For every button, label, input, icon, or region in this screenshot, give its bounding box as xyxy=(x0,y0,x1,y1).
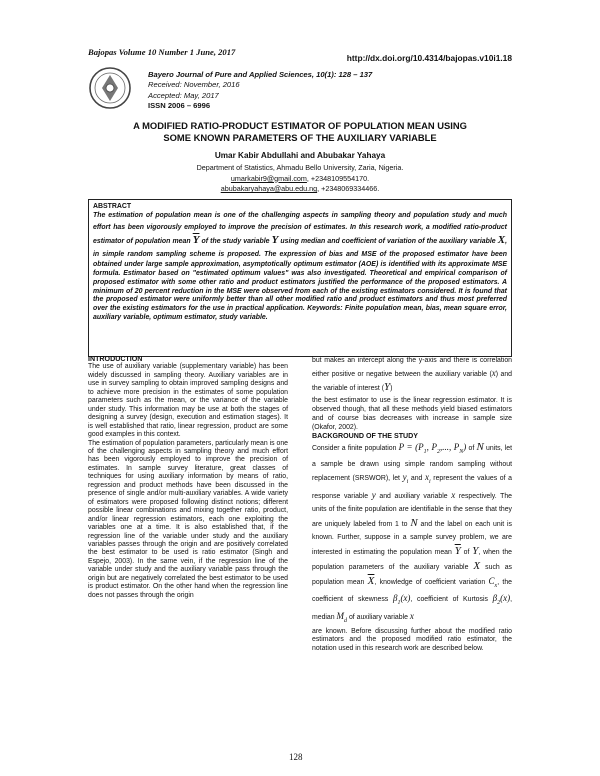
intro-continued xyxy=(312,355,512,396)
intro-r2a: auxiliary variable ( xyxy=(435,371,492,379)
abstract-box xyxy=(88,199,512,357)
math-y-inline: Y xyxy=(384,381,391,394)
bg-b4d: such as population mean xyxy=(312,563,513,586)
math-n: N xyxy=(476,440,484,453)
intro-paragraph-1: The use of auxiliary variable (supplementary variable) has been widely discussed in sampling theory. Auxiliary variables are in use in survey sampling to obtain improved sampling designs and to achieve more precision in the estimates of some population parameters such as the mean, or the variance of the variable under study. This information may be use at both the stages of designing a survey (design, execution and estimation stages). It is well established that ratio, linear regression, product are some good examples in this context. xyxy=(88,363,288,439)
math-x: X xyxy=(497,233,506,246)
phone-1: , +2348109554170. xyxy=(306,173,370,183)
math-y-small: y xyxy=(371,490,376,501)
page-number: 128 xyxy=(289,752,303,762)
abstract-p3c: , in simple xyxy=(93,237,508,258)
bg-b4a: population mean xyxy=(399,548,452,556)
bg-b2b: and xyxy=(410,475,423,483)
journal-info xyxy=(148,70,372,112)
bg-b4h: , median xyxy=(312,596,513,622)
abstract-p1: The estimation of population mean is one of the challenging aspects in sampling theory and population study and much effort has been vigorously employed to improve the precision of xyxy=(93,211,507,231)
math-md: $M_d$ xyxy=(336,611,348,624)
bg-b1b: of xyxy=(468,444,475,452)
bg-b3d: and the label on each unit is known. Further, suppose in a sample survey problem, we are interested in estimating the xyxy=(312,521,512,556)
issn: ISSN 2006 – 6996 xyxy=(148,101,211,111)
doi-link[interactable]: http://dx.doi.org/10.4314/bajopas.v10i1.18 xyxy=(346,53,512,63)
left-column xyxy=(88,355,288,600)
bg-b4c: , when the population parameters of the auxiliary variable xyxy=(312,548,513,571)
math-y-2: Y xyxy=(472,544,479,557)
abstract-p4: random sampling scheme is proposed. The expression of bias and MSE of the proposed estimator have been obtained under large sample approximation, asymptotically optimum estimator (AOE) is identified with its approximate MSE formula. Estimator based on "estimated optimum values" was also investigated. Theoretical and empirical comparison of proposed estimator with some other ratio and product estimators justified the performance of the proposed estimators. A minimum of 20 percent reduction in the MSE were observed from each of the existing estimators considered. It is found that the proposed estimator were uniformly better than all other modified ratio and product estimators and thus most preferred over the existing estimators for the use in practical application. xyxy=(93,250,507,313)
journal-issue-header: Bajopas Volume 10 Number 1 June, 2017 xyxy=(88,47,236,57)
math-population: $P = (P_1$, $P_2$,..., $P_N$) xyxy=(398,441,467,455)
bg-b4g: , coefficient of Kurtosis xyxy=(410,596,488,604)
bg-b3b: and auxiliary variable xyxy=(379,493,448,501)
contact-1 xyxy=(88,174,512,185)
bg-b2a: units, let a sample be drawn using simple random sampling without replacement (SRSWOR), let xyxy=(312,444,513,483)
math-xi: $x_i$ xyxy=(425,472,431,486)
journal-logo-icon xyxy=(88,66,132,110)
bg-b3c: respectively. The units of the finite population are identifiable in the sense that they are uniquely labeled from 1 to xyxy=(312,493,513,528)
article-title xyxy=(88,120,512,144)
bg-b4b: of xyxy=(463,548,470,556)
journal-name: Bayero Journal of Pure and Applied Sciences, 10(1): 128 – 137 xyxy=(148,70,373,79)
abstract-p2b: of the xyxy=(201,237,221,245)
accepted-date: Accepted: May, 2017 xyxy=(148,90,219,100)
introduction-heading: INTRODUCTION xyxy=(88,355,143,363)
contact-2 xyxy=(88,184,512,195)
math-xbar: $\overline{X}$ xyxy=(367,574,375,587)
math-n-2: N xyxy=(410,517,418,529)
email-link-1[interactable]: umarkabir9@gmail.com xyxy=(230,173,307,183)
intro-r1: but makes an intercept along the y-axis and there is correlation either positive or negative between the xyxy=(312,357,512,379)
math-ybar-2: $\overline{Y}$ xyxy=(454,544,461,557)
math-x-inline: x xyxy=(491,368,496,379)
math-beta1: $\beta_1(x)$ xyxy=(392,593,411,607)
bg-b4e: , knowledge of coefficient variation xyxy=(374,578,486,586)
intro-paragraph-2: The estimation of population parameters, particularly mean is one of the challenging aspects in sampling theory and much effort has been vigorously employed to improve the precision of estimates. In sample survey literature, great classes of techniques for using auxiliary information by means of ratio, regression and product methods have been discussed in the presence of single and/or multi-auxiliary variables. A wide variety of estimators were proposed following distinct notions; different possible linear combinations and mixing together ratio, product, and/or linear regression estimators, each one exploiting the variables one at a time. It is also established that, if the regression line of the variable under study and the auxiliary variables passes through the origin and are positively correlated the best estimator to be used is ratio estimator (Singh and Espejo, 2003). In the same vein, if the regression line of the variable under study and the auxiliary variable pass through the origin but are negatively correlated the best estimator to be used is product estimator. On the other hand when the regression line does not passes through the origin xyxy=(88,439,288,599)
background-paragraph xyxy=(312,441,512,628)
math-ybar: $\overline{Y}$ xyxy=(192,233,200,246)
math-y: Y xyxy=(271,233,279,246)
authors: Umar Kabir Abdullahi and Abubakar Yahaya xyxy=(214,151,386,160)
math-x-2: X xyxy=(473,559,481,572)
background-heading: BACKGROUND OF THE STUDY xyxy=(312,432,419,441)
math-x-small: x xyxy=(451,490,456,501)
abstract-p3b: using median and coefficient of variation of the auxiliary variable xyxy=(280,237,496,245)
abstract-heading: ABSTRACT xyxy=(93,203,132,210)
email-link-2[interactable]: abubakaryahaya@abu.edu.ng xyxy=(220,184,318,194)
bg-b1a: Consider a finite population xyxy=(312,444,397,452)
math-yi: $y_i$ xyxy=(402,472,409,486)
intro-r2c: ) and the variable of interest ( xyxy=(312,371,512,393)
bg-b4f: , the coefficient of skewness xyxy=(312,578,512,604)
abstract-p3a: study variable xyxy=(222,237,270,245)
bg-b4i: of auxiliary variable xyxy=(348,614,408,622)
bg-b3a: represent the values of a response variable xyxy=(312,475,512,501)
title-line-2: SOME KNOWN PARAMETERS OF THE AUXILIARY VARIABLE xyxy=(163,132,437,143)
phone-2: , +2348069334466. xyxy=(317,184,380,194)
intro-r3: the best estimator to use is the linear regression estimator. It is observed though, that all these methods yield biased estimators and of course bias decreases with increase in sample size (Okafor, 2002). xyxy=(312,396,512,432)
affiliation-block xyxy=(88,163,512,195)
abstract-text xyxy=(93,212,507,323)
math-cx: $C_x$ xyxy=(488,575,498,589)
intro-r2d: ) xyxy=(390,385,393,393)
affiliation: Department of Statistics, Ahmadu Bello University, Zaria, Nigeria. xyxy=(196,163,404,172)
right-column xyxy=(312,355,512,653)
math-x-3: x xyxy=(409,611,414,622)
title-line-1: A MODIFIED RATIO-PRODUCT ESTIMATOR OF POPULATION MEAN USING xyxy=(133,120,467,131)
abstract-p2a: estimates. In this research work, a modified ratio-product estimator of population mean xyxy=(93,223,507,245)
bg-b4j: are known. Before discussing further about the modified ratio estimators and the proposed modified ratio estimator, the notation used in this research work are described below. xyxy=(312,627,512,652)
math-beta2: $\beta_2(x)$ xyxy=(492,593,511,607)
received-date: Received: November, 2016 xyxy=(148,80,240,90)
keywords: Keywords: Finite population mean, bias, mean square error, auxiliary variable, optimum estimator, study variable. xyxy=(93,305,507,322)
